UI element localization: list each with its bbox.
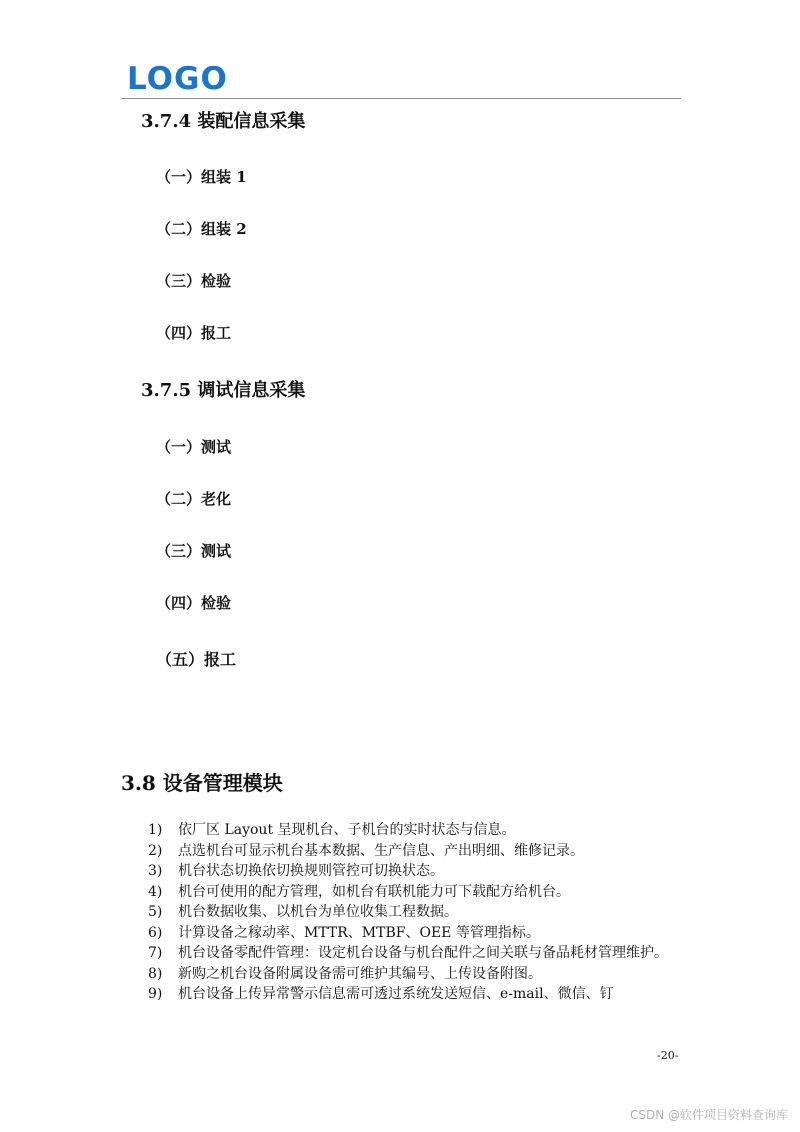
list-item — [148, 902, 688, 923]
subsection-item: （三）测试 — [156, 542, 232, 560]
list-text: 机台设备零配件管理：设定机台设备与机台配件之间关联与备品耗材管理维护。 — [178, 945, 668, 961]
feature-list — [148, 820, 688, 1005]
subsection-item: （五）报工 — [156, 650, 237, 669]
header-rule — [121, 98, 681, 99]
list-item — [148, 820, 688, 841]
list-number: 7) — [148, 945, 163, 961]
module-title-3-8: 3.8 设备管理模块 — [121, 771, 283, 795]
subsection-item: （二）老化 — [156, 490, 232, 508]
list-item — [148, 984, 688, 1005]
list-number: 1) — [148, 822, 163, 838]
list-item — [148, 861, 688, 882]
subsection-item: （三）检验 — [156, 272, 232, 290]
list-number: 9) — [148, 986, 163, 1002]
list-item — [148, 841, 688, 862]
list-number: 2) — [148, 842, 163, 859]
page-number: -20- — [657, 1049, 679, 1062]
subsection-item: （一）测试 — [156, 438, 232, 456]
list-text: 依厂区 Layout 呈现机台、子机台的实时状态与信息。 — [178, 822, 516, 838]
subsection-item: （一）组装 1 — [156, 168, 247, 186]
watermark: CSDN @软件项目资料查询库 — [629, 1108, 788, 1122]
list-number: 6) — [148, 924, 163, 941]
list-text: 机台设备上传异常警示信息需可透过系统发送短信、e-mail、微信、钉 — [178, 986, 614, 1002]
company-logo: LOGO — [127, 61, 228, 97]
list-number: 4) — [148, 883, 163, 900]
subsection-item: （四）检验 — [156, 594, 232, 612]
list-text: 机台数据收集、以机台为单位收集工程数据。 — [178, 904, 458, 920]
section-title-3-7-4: 3.7.4 装配信息采集 — [141, 111, 306, 132]
list-item — [148, 964, 688, 985]
subsection-item: （四）报工 — [156, 324, 232, 342]
list-number: 3) — [148, 863, 163, 879]
list-number: 5) — [148, 904, 163, 920]
list-text: 点选机台可显示机台基本数据、生产信息、产出明细、维修记录。 — [178, 842, 584, 859]
list-item — [148, 923, 688, 944]
list-text: 计算设备之稼动率、MTTR、MTBF、OEE 等管理指标。 — [178, 924, 540, 941]
section-title-3-7-5: 3.7.5 调试信息采集 — [141, 380, 306, 401]
list-item — [148, 882, 688, 903]
list-text: 新购之机台设备附属设备需可维护其编号、上传设备附图。 — [178, 965, 542, 982]
list-item — [148, 943, 688, 964]
list-text: 机台可使用的配方管理，如机台有联机能力可下载配方给机台。 — [178, 883, 570, 900]
subsection-item: （二）组装 2 — [156, 220, 247, 238]
list-number: 8) — [148, 965, 163, 982]
list-text: 机台状态切换依切换规则管控可切换状态。 — [178, 863, 444, 879]
